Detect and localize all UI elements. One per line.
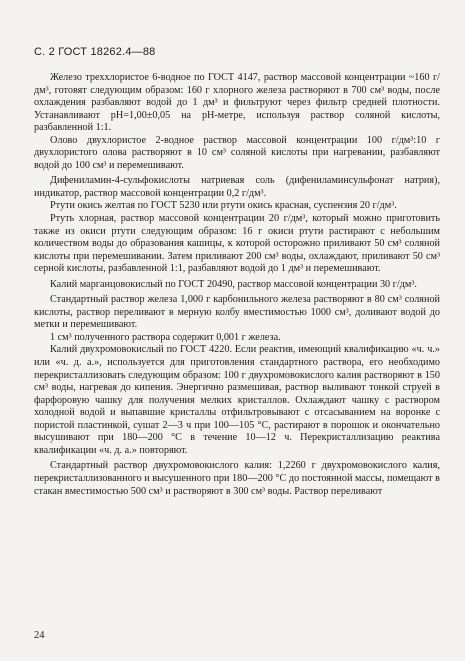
running-header: С. 2 ГОСТ 18262.4—88	[34, 46, 156, 58]
paragraph-iron-content: 1 см³ полученного раствора содержит 0,001 г железа.	[50, 331, 281, 343]
paragraph-tin-chloride: Олово двухлористое 2-водное раствор массовой концентрации 100 г/дм³:10 г двухлористого олова растворяют в 10 см³ соляной кислоты при нагревании, разбавляют водой до 100 см³ и перемешивают.	[34, 134, 440, 171]
document-body	[34, 72, 440, 498]
paragraph-standard-iron: Стандартный раствор железа 1,000 г карбонильного железа растворяют в 80 см³ соляной кислоты, раствор переливают в мерную колбу вместимостью 1000 см³, доливают водой до метки и перемешивают.	[34, 294, 440, 331]
paragraph-permanganate: Калий марганцовокислый по ГОСТ 20490, раствор массовой концентрации 30 г/дм³.	[50, 278, 417, 290]
paragraph-ferric-chloride: Железо треххлористое 6-водное по ГОСТ 4147, раствор массовой концентрации ~160 г/дм³, готовят следующим образом: 160 г хлорного железа растворяют в 700 см³ воды, после охлаждения разбавляют водой до 1 дм³ и фильтруют через фильтр средней плотности. Устанавливают рН=1,00±0,05 на рН-метре, используя раствор соляной кислоты, разбавленной 1:1.	[34, 72, 440, 134]
paragraph-mercuric-chloride: Ртуть хлорная, раствор массовой концентрации 20 г/дм³, который можно приготовить также из окиси ртути следующим образом: 16 г окиси ртути растирают с небольшим количеством воды до образования кашицы, к которой осторожно приливают 50 см³ соляной кислоты при перемешивании. Затем приливают 200 см³ воды, охлаждают, приливают 50 см³ серной кислоты, разбавленной 1:1, разбавляют водой до 1 дм³ и перемешивают.	[34, 213, 440, 275]
paragraph-mercury-oxide: Ртути окись желтая по ГОСТ 5230 или ртути окись красная, суспензия 20 г/дм³.	[50, 200, 397, 212]
paragraph-indicator: Дифениламин-4-сульфокислоты натриевая соль (дифениламинсульфонат натрия), индикатор, раствор массовой концентрации 0,2 г/дм³.	[34, 175, 440, 199]
paragraph-dichromate: Калий двухромовокислый по ГОСТ 4220. Если реактив, имеющий квалификацию «ч. ч.» или «ч. д. а.», используется для приготовления стандартного раствора, его необходимо перекристаллизовать следующим образом: 100 г двухромовокислого калия растворяют в 150 см³ воды, нагревая до кипения. Энергично размешивая, раствор выливают тонкой струей в фарфоровую чашку для получения мелких кристаллов. Охлаждают чашку с раствором холодной водой и выпавшие кристаллы отфильтровывают с отсасыванием на воронке с пористой пластинкой, сушат 2—3 ч при 100—105 °С, растирают в порошок и окончательно высушивают при 180—200 °С в течение 10—12 ч. Перекристаллизацию реактива квалификации «ч. д. а.» повторяют.	[34, 344, 440, 456]
page-number: 24	[34, 630, 45, 641]
paragraph-standard-dichromate: Стандартный раствор двухромовокислого калия: 1,2260 г двухромовокислого калия, перекристаллизованного и высушенного при 180—200 °С до постоянной массы, помещают в стакан вместимостью 500 см³ и растворяют в 300 см³ воды. Раствор переливают	[34, 460, 440, 497]
